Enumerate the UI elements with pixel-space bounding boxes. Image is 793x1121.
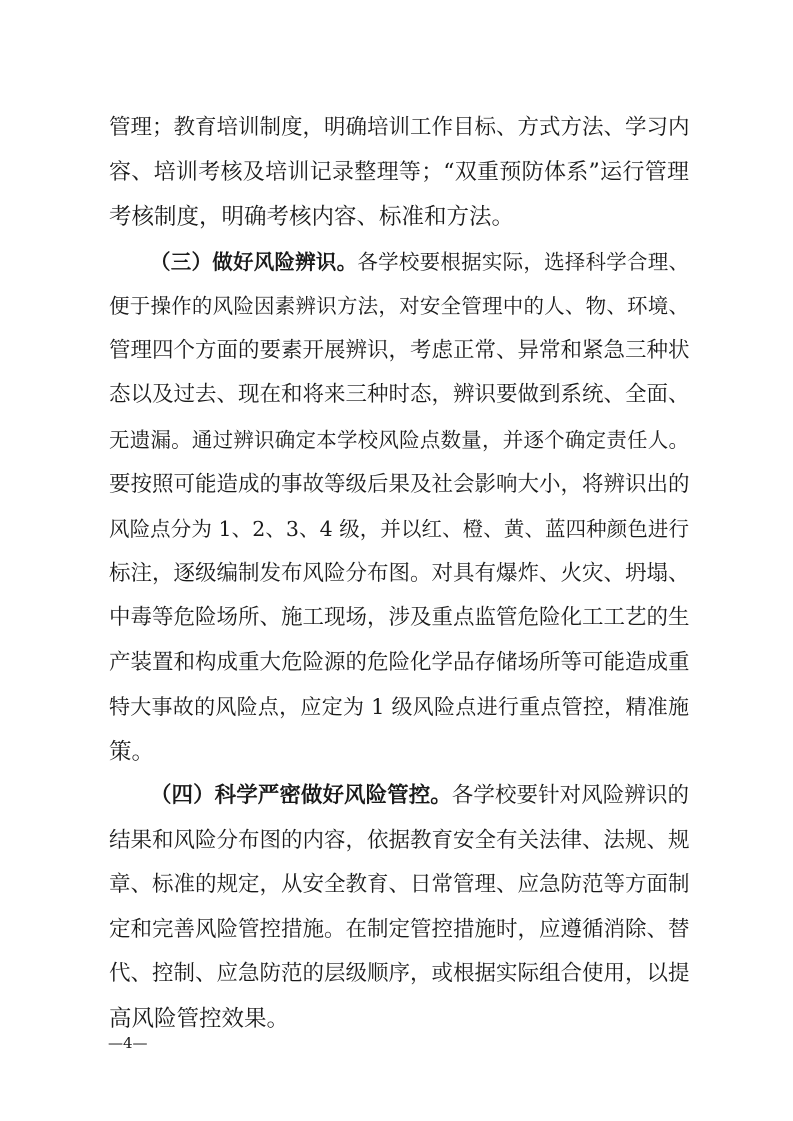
line-text: 中毒等危险场所、施工现场，涉及重点监管危险化工工艺的生 (109, 605, 690, 630)
line-text: 策。 (109, 739, 155, 765)
line-text: 各学校要根据实际，选择科学合理、 (357, 250, 690, 274)
line-text: 便于操作的风险因素辨识方法，对安全管理中的人、物、环境、 (109, 294, 689, 318)
section-heading-4: （四）科学严密做好风险管控。 (150, 783, 452, 808)
body-line (109, 602, 689, 634)
section-heading-line (150, 246, 689, 278)
body-line (109, 691, 689, 723)
body-line (109, 424, 689, 456)
body-line (109, 335, 689, 367)
line-text: 结果和风险分布图的内容，依据教育安全有关法律、法规、规 (109, 828, 690, 853)
page-number: —4— (108, 1034, 148, 1052)
body-line (109, 869, 689, 901)
line-text: 风险点分为 1、2、3、4 级，并以红、橙、黄、蓝四种颜色进行 (109, 517, 689, 541)
line-text: 代、控制、应急防范的层级顺序，或根据实际组合使用，以提 (109, 961, 690, 986)
body-line (109, 825, 689, 857)
body-line (109, 647, 689, 679)
line-text: 定和完善风险管控措施。在制定管控措施时，应遵循消除、替 (109, 917, 690, 942)
body-line (109, 469, 689, 501)
line-text: 考核制度，明确考核内容、标准和方法。 (109, 204, 515, 230)
body-line (109, 736, 689, 768)
section-heading-line (150, 780, 689, 812)
line-text: 特大事故的风险点，应定为 1 级风险点进行重点管控，精准施 (109, 695, 689, 719)
body-line (109, 914, 689, 946)
body-line (109, 558, 689, 590)
body-line (109, 379, 689, 411)
line-text: 管理四个方面的要素开展辨识，考虑正常、异常和紧急三种状 (109, 338, 690, 363)
line-text: 产装置和构成重大危险源的危险化学品存储场所等可能造成重 (109, 650, 690, 675)
body-line (109, 958, 689, 990)
body-line (109, 1003, 689, 1035)
body-line (109, 201, 689, 233)
line-text: 无遗漏。通过辨识确定本学校风险点数量，并逐个确定责任人。 (109, 428, 689, 452)
line-text: 标注，逐级编制发布风险分布图。对具有爆炸、火灾、坍塌、 (109, 561, 690, 586)
line-text: 态以及过去、现在和将来三种时态，辨识要做到系统、全面、 (109, 382, 690, 407)
line-text: 章、标准的规定，从安全教育、日常管理、应急防范等方面制 (109, 872, 690, 897)
body-line (109, 290, 689, 322)
line-text: 要按照可能造成的事故等级后果及社会影响大小，将辨识出的 (109, 472, 690, 497)
line-text: 高风险管控效果。 (109, 1006, 290, 1032)
line-text: 管理；教育培训制度，明确培训工作目标、方式方法、学习内 (109, 115, 690, 140)
body-line (109, 112, 689, 144)
body-line (109, 513, 689, 545)
section-heading-3: （三）做好风险辨识。 (150, 250, 358, 274)
line-text: 容、培训考核及培训记录整理等；“双重预防体系”运行管理 (109, 160, 689, 185)
line-text: 各学校要针对风险辨识的 (451, 783, 689, 808)
body-line (109, 157, 689, 189)
